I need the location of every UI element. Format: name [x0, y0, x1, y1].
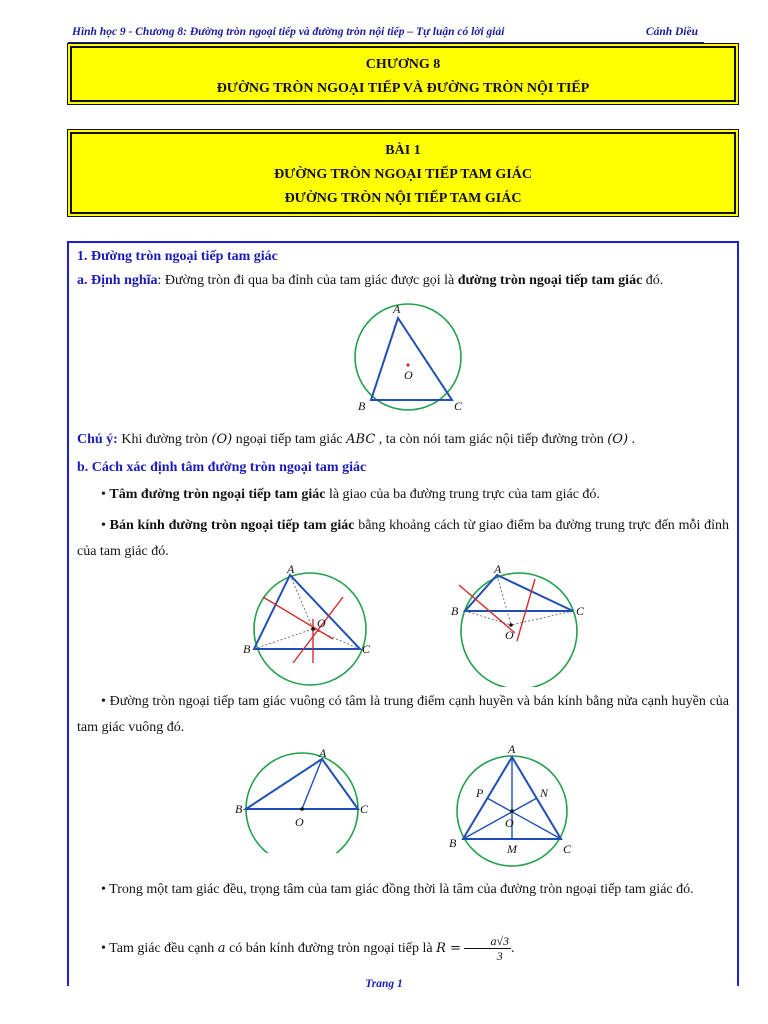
fig1-label-o: O [404, 368, 413, 382]
definition-bold: đường tròn ngoại tiếp tam giác [457, 273, 643, 288]
figure-equilateral-triangle [445, 743, 585, 867]
formula-end: . [511, 941, 515, 956]
fig5-label-b: B [449, 836, 457, 850]
note-text-1: Khi đường tròn [117, 432, 212, 447]
fig5-label-a: A [508, 743, 516, 756]
fig2-label-o: O [317, 616, 326, 630]
fig5-label-c: C [563, 842, 572, 856]
header-left-text: Hình học 9 - Chương 8: Đường tròn ngoại tiếp và đường tròn nội tiếp – Tự luận có lời giải [72, 26, 505, 38]
figure-perpendicular-bisectors-2 [445, 563, 595, 687]
fig5-label-n: N [540, 786, 549, 800]
lesson-title-2: ĐƯỜNG TRÒN NỘI TIẾP TAM GIÁC [284, 191, 522, 206]
figure-perpendicular-bisectors-1 [235, 563, 375, 687]
bullet-3: • Đường tròn ngoại tiếp tam giác vuông có tâm là trung điểm cạnh huyền và bán kính bằng nửa cạnh huyền của tam giác vuông đó. [77, 694, 729, 735]
bullet-1-bold: Tâm đường tròn ngoại tiếp tam giác [109, 487, 326, 502]
figure-circumcircle-1 [348, 301, 468, 413]
fig5-label-m: M [507, 842, 517, 856]
chapter-title: ĐƯỜNG TRÒN NGOẠI TIẾP VÀ ĐƯỜNG TRÒN NỘI TIẾP [216, 81, 590, 96]
section-title: 1. Đường tròn ngoại tiếp tam giác [77, 249, 278, 264]
header-right-text: Cánh Diều [645, 26, 698, 38]
note-triangle-abc: ABC [346, 432, 376, 447]
lesson-number: BÀI 1 [385, 143, 421, 158]
bullet-2: • Bán kính đường tròn ngoại tiếp tam giác bằng khoảng cách từ giao điểm ba đường trung trực đến mỗi đỉnh của tam giác đó. [77, 518, 729, 559]
lesson-title-box [67, 129, 739, 217]
chapter-number: CHƯƠNG 8 [365, 57, 441, 72]
page-number: Trang 1 [365, 978, 403, 990]
fig4-label-c: C [360, 802, 369, 816]
bullet-5-a: a [217, 941, 226, 956]
definition-text: : Đường tròn đi qua ba đỉnh của tam giác được gọi là [157, 273, 458, 288]
fig3-label-b: B [451, 604, 459, 618]
fig4-label-a: A [319, 749, 327, 760]
bullet-4: • Trong một tam giác đều, trọng tâm của tam giác đồng thời là tâm của đường tròn ngoại tiếp tam giác đó. [101, 882, 694, 897]
bullet-3-text: Đường tròn ngoại tiếp tam giác vuông có tâm là trung điểm cạnh huyền và bán kính bằng nửa cạnh huyền của tam giác vuông đó. [77, 694, 729, 735]
fig1-label-a: A [393, 302, 401, 316]
bullet-1-text: là giao của ba đường trung trực của tam giác đó. [325, 487, 600, 502]
note-label: Chú ý: [77, 432, 118, 447]
fig3-label-c: C [576, 604, 585, 618]
fig2-label-a: A [287, 563, 295, 576]
fig4-label-o: O [295, 815, 304, 829]
bullet-5-text-2: có bán kính đường tròn ngoại tiếp là [225, 941, 437, 956]
fig5-label-p: P [476, 786, 484, 800]
formula-r: R = [436, 941, 461, 956]
fig1-label-c: C [454, 399, 463, 413]
fig2-label-b: B [243, 642, 251, 656]
bullet-5: • Tam giác đều cạnh a có bán kính đường tròn ngoại tiếp là R = $\frac{a√3}{3}$ . [101, 934, 515, 964]
fig1-label-b: B [358, 399, 366, 413]
bullet-1: • Tâm đường tròn ngoại tiếp tam giác là giao của ba đường trung trực của tam giác đó. [101, 487, 600, 502]
definition-end: đó. [642, 273, 664, 288]
lesson-title-1: ĐƯỜNG TRÒN NGOẠI TIẾP TAM GIÁC [274, 167, 532, 182]
note-circle-o-2: (O) [607, 432, 629, 447]
note-text-4: . [628, 432, 636, 447]
note-paragraph [77, 430, 729, 450]
formula-denominator: 3 [496, 949, 503, 964]
bullet-4-text: Trong một tam giác đều, trọng tâm của tam giác đồng thời là tâm của đường tròn ngoại tiếp tam giác đó. [109, 882, 694, 897]
bullet-5-text-1: Tam giác đều cạnh [109, 941, 218, 956]
page-header [68, 24, 704, 43]
fig4-label-b: B [235, 802, 243, 816]
figure-right-triangle [233, 749, 379, 853]
fig3-label-o: O [505, 628, 514, 642]
note-circle-o: (O) [211, 432, 233, 447]
note-text-2: ngoại tiếp tam giác [232, 432, 347, 447]
bullet-2-bold: Bán kính đường tròn ngoại tiếp tam giác [109, 518, 355, 533]
formula-fraction [464, 934, 511, 963]
fig5-label-o: O [505, 816, 514, 830]
content-frame [67, 241, 739, 986]
chapter-title-box [67, 43, 739, 105]
subsection-b-title: b. Cách xác định tâm đường tròn ngoại tam giác [77, 460, 367, 475]
definition-label: a. Định nghĩa [77, 273, 158, 288]
fig3-label-a: A [494, 563, 502, 576]
bullet-2-text: bằng khoảng cách từ giao điểm ba đường trung trực đến mỗi đỉnh của tam giác đó. [77, 518, 729, 559]
formula-numerator: a√3 [464, 934, 511, 949]
note-text-3: , ta còn nói tam giác nội tiếp đường tròn [375, 432, 608, 447]
definition-paragraph [77, 271, 729, 291]
fig2-label-c: C [362, 642, 371, 656]
